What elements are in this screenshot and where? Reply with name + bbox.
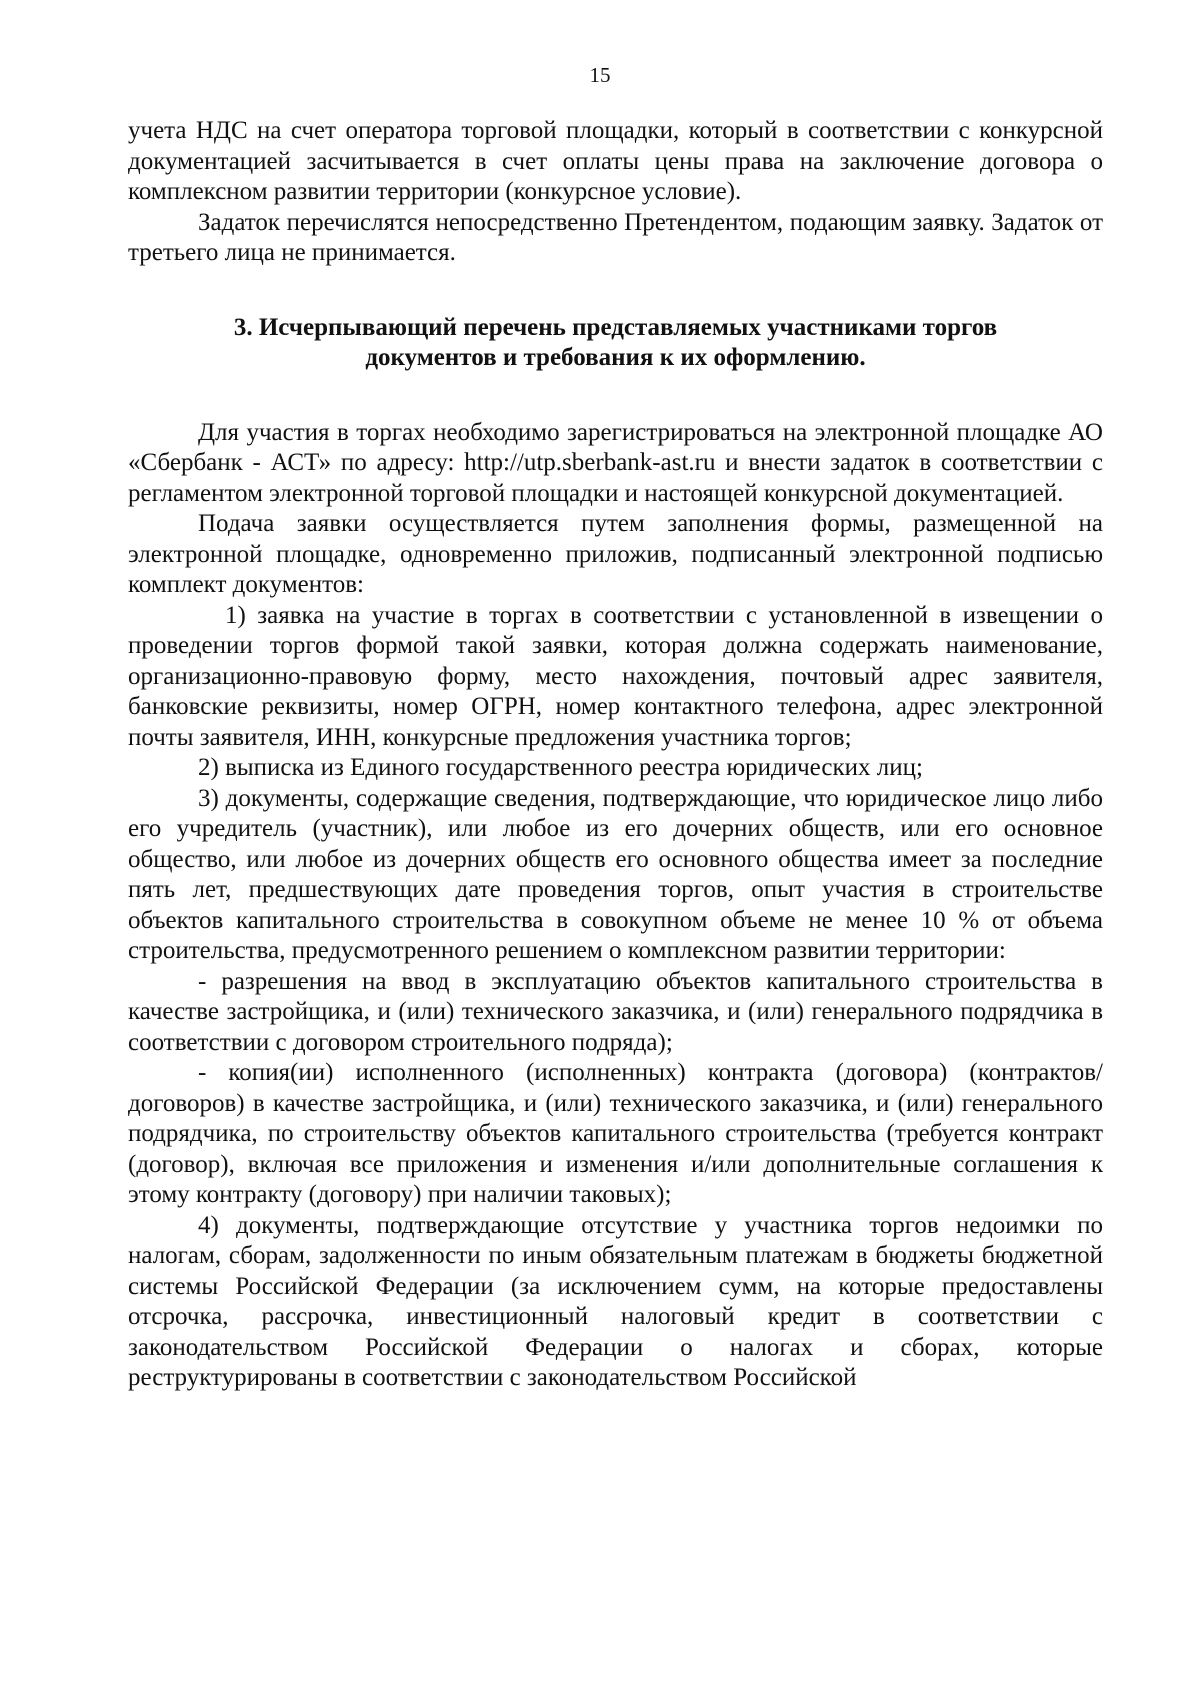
deposit-paragraph: Задаток перечислятся непосредственно Претендентом, подающим заявку. Задаток от третьего лица не принимается. [128, 208, 1103, 266]
sub-item-contracts: - копия(ии) исполненного (исполненных) контракта (договора) (контрактов/договоров) в качестве застройщика, и (или) технического заказчика, и (или) генерального подрядчика, по строительству объектов капитального строительства (требуется контракт (договор), включая все приложения и изменения и/или дополнительные соглашения к этому контракту (договору) при наличии таковых); [128, 1059, 1103, 1208]
page-content [128, 116, 1103, 1394]
list-item-3: 3) документы, содержащие сведения, подтверждающие, что юридическое лицо либо его учредитель (участник), или любое из его дочерних обществ, или его основное общество, или любое из дочерних обществ его основного общества имеет за последние пять лет, предшествующих дате проведения торгов, опыт участия в строительстве объектов капитального строительства в совокупном объеме не менее 10 % от объема строительства, предусмотренного решением о комплексном развитии территории: [128, 784, 1103, 964]
continuation-paragraph: учета НДС на счет оператора торговой площадки, который в соответствии с конкурсной документацией засчитывается в счет оплаты цены права на заключение договора о комплексном развитии территории (конкурсное условие). [128, 117, 1103, 205]
registration-paragraph: Для участия в торгах необходимо зарегистрироваться на электронной площадке АО «Сбербанк - АСТ» по адресу: http://utp.sberbank-ast.ru и внести задаток в соответствии с регламентом электронной торговой площадки и настоящей конкурсной документацией. [128, 418, 1103, 507]
list-item-2: 2) выписка из Единого государственного реестра юридических лиц; [198, 754, 923, 781]
sub-item-permits: - разрешения на ввод в эксплуатацию объектов капитального строительства в качестве застройщика, и (или) технического заказчика, и (или) генерального подрядчика в соответствии с договором строительного подряда); [128, 967, 1103, 1056]
list-item-1: 1) заявка на участие в торгах в соответствии с установленной в извещении о проведении торгов формой такой заявки, которая должна содержать наименование, организационно-правовую форму, место нахождения, почтовый адрес заявителя, банковские реквизиты, номер ОГРН, номер контактного телефона, адрес электронной почты заявителя, ИНН, конкурсные предложения участника торгов; [128, 601, 1103, 751]
page-number: 15 [589, 63, 611, 87]
list-item-4: 4) документы, подтверждающие отсутствие у участника торгов недоимки по налогам, сборам, задолженности по иным обязательным платежам в бюджеты бюджетной системы Российской Федерации (за исключением сумм, на которые предоставлены отсрочка, рассрочка, инвестиционный налоговый кредит в соответствии с законодательством Российской Федерации о налогах и сборах, которые реструктурированы в соответствии с законодательством Российской [128, 1211, 1103, 1391]
section-title-line-2: документов и требования к их оформлению. [365, 344, 866, 371]
section-heading [128, 313, 1103, 374]
section-title-line-1: 3. Исчерпывающий перечень представляемых участниками торгов [233, 313, 998, 341]
application-paragraph: Подача заявки осуществляется путем заполнения формы, размещенной на электронной площадке, одновременно приложив, подписанный электронной подписью комплект документов: [128, 510, 1103, 598]
